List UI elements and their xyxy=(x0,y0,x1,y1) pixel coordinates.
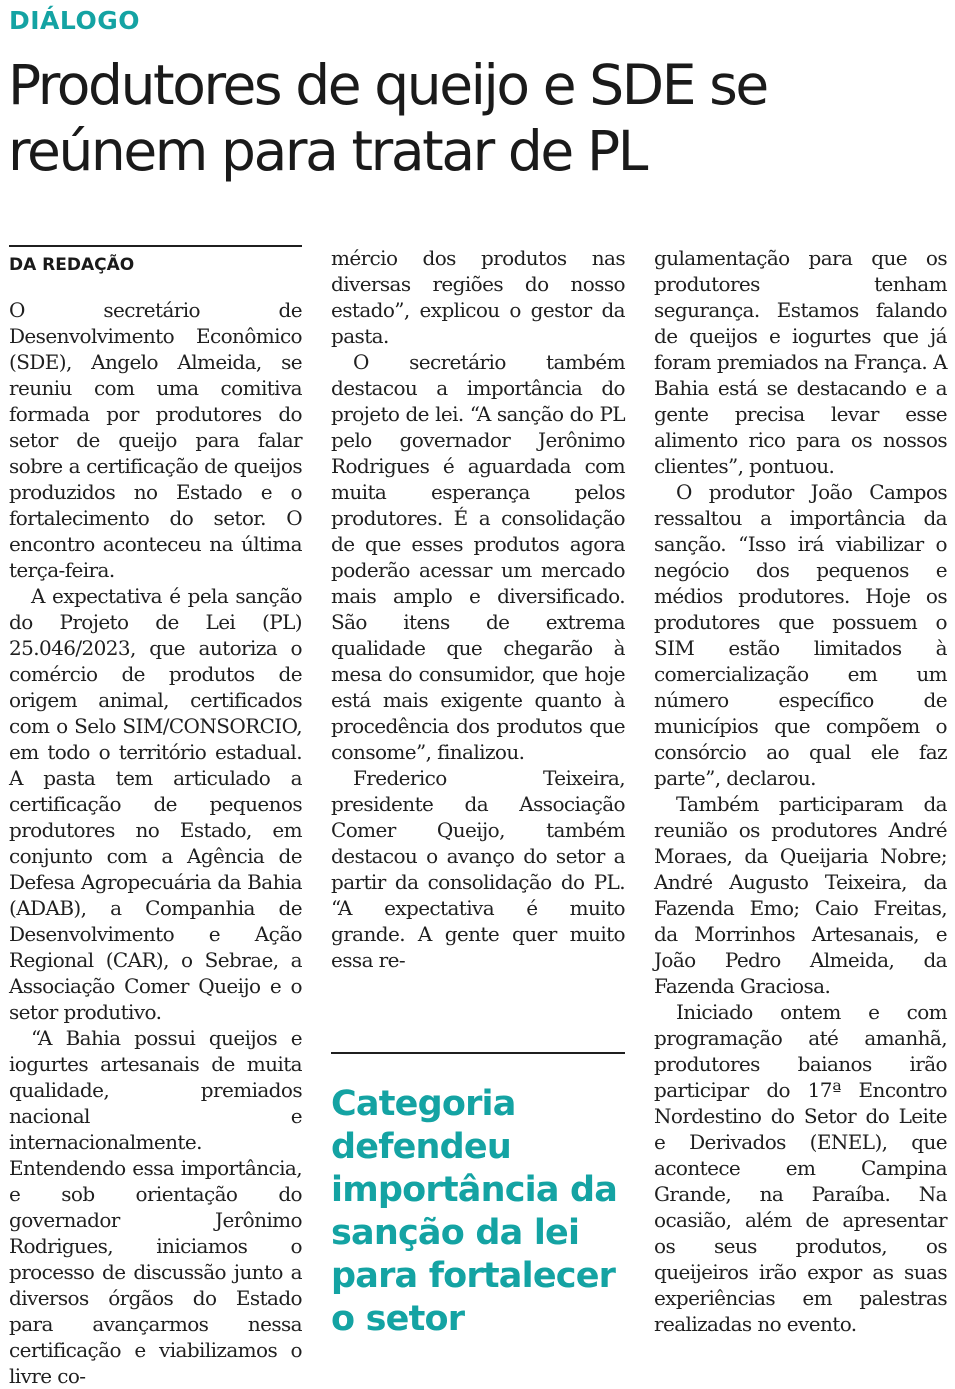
article-column-3 xyxy=(654,245,947,1337)
paragraph: A expectativa é pela sanção do Projeto de Lei (PL) 25.046/2023, que autoriza o comércio de produtos de origem animal, certificados com o Selo SIM/CONSORCIO, em todo o território estadual. A pasta tem articulado a certificação de pequenos produtores no Estado, em conjunto com a Agência de Defesa Agropecuária da Bahia (ADAB), a Companhia de Desenvolvimento e Ação Regional (CAR), o Sebrae, a Associação Comer Queijo e o setor produtivo. xyxy=(9,584,302,1024)
paragraph: O produtor João Campos ressaltou a importância da sanção. “Isso irá viabilizar o negócio dos pequenos e médios produtores. Hoje os produtores que possuem o SIM estão limitados à comercialização em um número específico de municípios que compõem o consórcio ao qual ele faz parte”, declarou. xyxy=(654,480,947,790)
byline-rule xyxy=(9,245,302,247)
paragraph: Frederico Teixeira, presidente da Associação Comer Queijo, também destacou o avanço do setor a partir da consolidação do PL. “A expectativa é muito grande. A gente quer muito essa re- xyxy=(331,766,625,972)
paragraph: mércio dos produtos nas diversas regiões do nosso estado”, explicou o gestor da pasta. xyxy=(331,246,625,348)
pull-quote-rule xyxy=(331,1052,625,1054)
headline: Produtores de queijo e SDE se reúnem para tratar de PL xyxy=(8,53,767,183)
paragraph: gulamentação para que os produtores tenham segurança. Estamos falando de queijos e iogurtes que já foram premiados na França. A Bahia está se destacando e a gente precisa levar esse alimento rico para os nossos clientes”, pontuou. xyxy=(654,246,947,478)
article-column-2 xyxy=(331,245,625,973)
pull-quote: Categoria defendeu importância da sanção da lei para fortalecer o setor xyxy=(331,1084,618,1339)
article-column-1 xyxy=(9,297,302,1389)
paragraph: Também participaram da reunião os produtores André Moraes, da Queijaria Nobre; André Augusto Teixeira, da Fazenda Emo; Caio Freitas, da Morrinhos Artesanais, e João Pedro Almeida, da Fazenda Graciosa. xyxy=(654,792,947,998)
byline: DA REDAÇÃO xyxy=(9,255,135,275)
paragraph: Iniciado ontem e com programação até amanhã, produtores baianos irão participar do 17ª Encontro Nordestino do Setor do Leite e Derivados (ENEL), que acontece em Campina Grande, na Paraíba. Na ocasião, além de apresentar os seus produtos, os queijeiros irão expor as suas experiências em palestras realizadas no evento. xyxy=(654,1000,947,1336)
section-kicker: DIÁLOGO xyxy=(9,6,140,35)
paragraph: “A Bahia possui queijos e iogurtes artesanais de muita qualidade, premiados nacional e internacionalmente. Entendendo essa importância, e sob orientação do governador Jerônimo Rodrigues, iniciamos o processo de discussão junto a diversos órgãos do Estado para avançarmos nessa certificação e viabilizamos o livre co- xyxy=(9,1026,302,1388)
paragraph: O secretário de Desenvolvimento Econômico (SDE), Angelo Almeida, se reuniu com uma comitiva formada por produtores do setor de queijo para falar sobre a certificação de queijos produzidos no Estado e o fortalecimento do setor. O encontro aconteceu na última terça-feira. xyxy=(9,298,302,582)
paragraph: O secretário também destacou a importância do projeto de lei. “A sanção do PL pelo governador Jerônimo Rodrigues é aguardada com muita esperança pelos produtores. É a consolidação de que esses produtos agora poderão acessar um mercado mais amplo e diversificado. São itens de extrema qualidade que chegarão à mesa do consumidor, que hoje está mais exigente quanto à procedência dos produtos que consome”, finalizou. xyxy=(331,350,625,764)
